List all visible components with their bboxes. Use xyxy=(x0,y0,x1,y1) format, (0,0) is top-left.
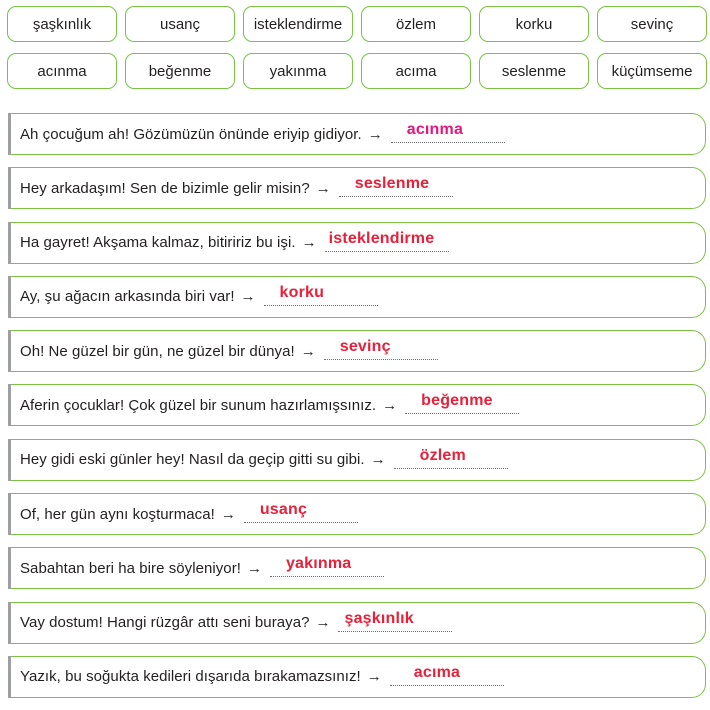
word-chip: beğenme xyxy=(125,53,235,89)
dotted-line xyxy=(405,413,519,414)
dotted-line xyxy=(390,685,504,686)
word-chip: acınma xyxy=(7,53,117,89)
exercise-row xyxy=(8,167,706,209)
handwritten-answer: korku xyxy=(279,283,325,301)
answer-blank[interactable] xyxy=(391,123,505,145)
exercise-sentence: Of, her gün aynı koşturmaca! xyxy=(20,505,215,523)
answer-blank[interactable] xyxy=(339,177,453,199)
arrow-icon: → xyxy=(301,234,317,252)
handwritten-answer: acınma xyxy=(406,121,464,138)
arrow-icon: → xyxy=(366,668,382,686)
arrow-icon: → xyxy=(300,342,316,360)
word-chip: seslenme xyxy=(479,53,589,89)
exercise-row xyxy=(8,547,706,589)
word-chip: özlem xyxy=(361,6,471,42)
exercise-row xyxy=(8,384,706,426)
answer-blank[interactable] xyxy=(270,557,384,579)
handwritten-answer: beğenme xyxy=(421,392,493,410)
word-chip: küçümseme xyxy=(597,53,707,89)
exercise-sentence: Oh! Ne güzel bir gün, ne güzel bir dünya! xyxy=(20,342,295,360)
answer-blank[interactable] xyxy=(390,663,504,688)
dotted-line xyxy=(394,468,508,469)
word-chip: usanç xyxy=(125,6,235,42)
answer-blank[interactable] xyxy=(405,394,519,416)
exercise-sentence: Sabahtan beri ha bire söyleniyor! xyxy=(20,559,241,577)
answer-blank[interactable] xyxy=(338,609,452,634)
dotted-line xyxy=(391,142,505,143)
word-bank-row-1 xyxy=(7,6,707,42)
handwritten-answer: özlem xyxy=(419,446,466,464)
word-chip: korku xyxy=(479,6,589,42)
word-chip: şaşkınlık xyxy=(7,6,117,42)
exercise-sentence: Yazık, bu soğukta kedileri dışarıda bırakamazsınız! xyxy=(20,668,361,686)
dotted-line xyxy=(325,251,449,252)
arrow-icon: → xyxy=(370,451,386,469)
handwritten-answer: acıma xyxy=(413,663,461,681)
exercise-row xyxy=(8,113,706,155)
exercise-row xyxy=(8,493,706,535)
answer-blank[interactable] xyxy=(324,340,438,362)
arrow-icon: → xyxy=(240,288,256,306)
exercise-sentence: Ha gayret! Akşama kalmaz, bitiririz bu işi. xyxy=(20,234,296,252)
exercise-row xyxy=(8,602,706,644)
arrow-icon: → xyxy=(220,505,236,523)
dotted-line xyxy=(324,359,438,360)
handwritten-answer: usanç xyxy=(259,501,308,519)
dotted-line xyxy=(339,196,453,197)
arrow-icon: → xyxy=(382,396,398,414)
exercise-row xyxy=(8,656,706,698)
exercise-sentence: Vay dostum! Hangi rüzgâr attı seni buraya? xyxy=(20,614,310,632)
dotted-line xyxy=(264,305,378,306)
arrow-icon: → xyxy=(367,125,383,143)
dotted-line xyxy=(244,522,358,523)
word-chip: isteklendirme xyxy=(243,6,353,42)
exercise-sentence: Hey gidi eski günler hey! Nasıl da geçip gitti su gibi. xyxy=(20,451,365,469)
arrow-icon: → xyxy=(315,614,331,632)
answer-blank[interactable] xyxy=(244,503,358,525)
answer-blank[interactable] xyxy=(325,229,449,254)
answer-blank[interactable] xyxy=(394,446,508,471)
word-bank xyxy=(7,6,707,100)
handwritten-answer: sevinç xyxy=(339,338,391,356)
word-chip: yakınma xyxy=(243,53,353,89)
answer-blank[interactable] xyxy=(264,283,378,308)
handwritten-answer: şaşkınlık xyxy=(344,609,414,627)
exercise-list xyxy=(8,113,706,710)
exercise-row xyxy=(8,330,706,372)
arrow-icon: → xyxy=(246,559,262,577)
handwritten-answer: yakınma xyxy=(285,555,352,573)
word-bank-row-2 xyxy=(7,53,707,89)
handwritten-answer: seslenme xyxy=(354,175,430,193)
exercise-row xyxy=(8,222,706,264)
exercise-sentence: Ay, şu ağacın arkasında biri var! xyxy=(20,288,235,306)
exercise-sentence: Ah çocuğum ah! Gözümüzün önünde eriyip gidiyor. xyxy=(20,125,362,143)
word-chip: sevinç xyxy=(597,6,707,42)
handwritten-answer: isteklendirme xyxy=(328,229,435,247)
dotted-line xyxy=(270,576,384,577)
exercise-row xyxy=(8,439,706,481)
word-chip: acıma xyxy=(361,53,471,89)
exercise-row xyxy=(8,276,706,318)
arrow-icon: → xyxy=(315,179,331,197)
dotted-line xyxy=(338,631,452,632)
exercise-sentence: Aferin çocuklar! Çok güzel bir sunum hazırlamışsınız. xyxy=(20,396,377,414)
exercise-sentence: Hey arkadaşım! Sen de bizimle gelir misin? xyxy=(20,179,310,197)
